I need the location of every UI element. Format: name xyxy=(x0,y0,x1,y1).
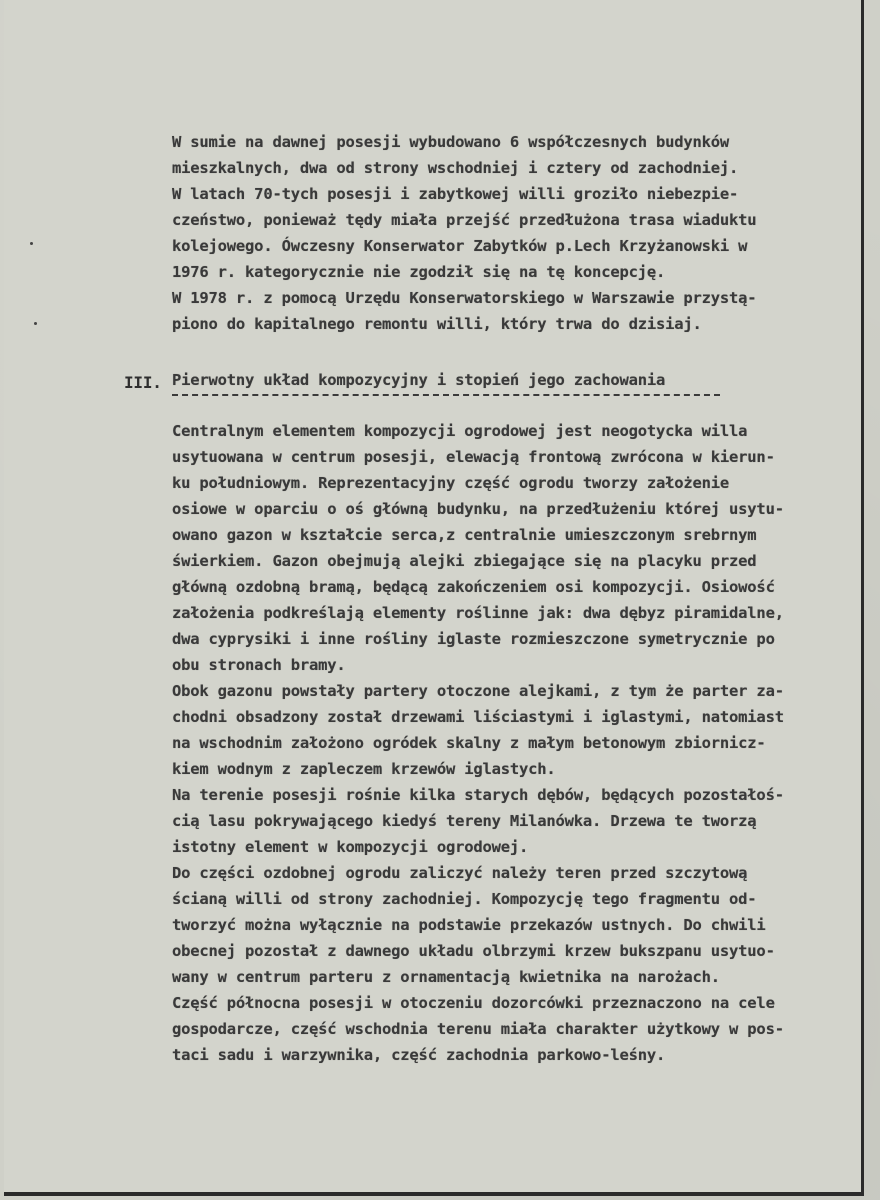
text-line: na wschodnim założono ogródek skalny z małym betonowym zbiornicz- xyxy=(172,734,766,752)
text-line: Część północna posesji w otoczeniu dozorcówki przeznaczono na cele xyxy=(172,994,775,1012)
text-line: dwa cyprysiki i inne rośliny iglaste rozmieszczone symetrycznie po xyxy=(172,630,775,648)
text-line: ku południowym. Reprezentacyjny część ogrodu tworzy założenie xyxy=(172,474,730,492)
text-line: gospodarcze, część wschodnia terenu miała charakter użytkowy w pos- xyxy=(172,1020,784,1038)
text-line: W latach 70-tych posesji i zabytkowej willi groziło niebezpie- xyxy=(172,185,739,203)
text-line: Obok gazonu powstały partery otoczone alejkami, z tym że parter za- xyxy=(172,682,784,700)
text-line: cią lasu pokrywającego kiedyś tereny Milanówka. Drzewa te tworzą xyxy=(172,812,757,830)
text-line: kolejowego. Ówczesny Konserwator Zabytków p.Lech Krzyżanowski w xyxy=(172,237,748,255)
text-line: Centralnym elementem kompozycji ogrodowej jest neogotycka willa xyxy=(172,422,748,440)
text-line: założenia podkreślają elementy roślinne jak: dwa dębyz piramidalne, xyxy=(172,604,784,622)
text-line: obecnej pozostał z dawnego układu olbrzymi krzew bukszpanu usytuo- xyxy=(172,942,775,960)
text-line: owano gazon w kształcie serca,z centralnie umieszczonym srebrnym xyxy=(172,526,757,544)
text-line: W sumie na dawnej posesji wybudowano 6 współczesnych budynków xyxy=(172,133,730,151)
text-line: 1976 r. kategorycznie nie zgodził się na tę koncepcję. xyxy=(172,263,666,281)
section-number: III. xyxy=(124,373,162,392)
text-line: główną ozdobną bramą, będącą zakończeniem osi kompozycji. Osiowość xyxy=(172,578,775,596)
text-line: usytuowana w centrum posesji, elewacją frontową zwrócona w kierun- xyxy=(172,448,775,466)
section-title-underline xyxy=(172,394,720,396)
text-line: W 1978 r. z pomocą Urzędu Konserwatorskiego w Warszawie przystą- xyxy=(172,289,757,307)
text-line: świerkiem. Gazon obejmują alejki zbiegające się na placyku przed xyxy=(172,552,757,570)
margin-mark xyxy=(34,322,37,325)
text-line: tworzyć można wyłącznie na podstawie przekazów ustnych. Do chwili xyxy=(172,916,766,934)
text-line: czeństwo, ponieważ tędy miała przejść przedłużona trasa wiaduktu xyxy=(172,211,757,229)
section-title: Pierwotny układ kompozycyjny i stopień jego zachowania xyxy=(172,371,666,389)
text-line: wany w centrum parteru z ornamentacją kwietnika na narożach. xyxy=(172,968,720,986)
text-line: taci sadu i warzywnika, część zachodnia parkowo-leśny. xyxy=(172,1046,666,1064)
text-line: chodni obsadzony został drzewami liściastymi i iglastymi, natomiast xyxy=(172,708,784,726)
typewritten-sheet xyxy=(4,0,864,1196)
text-line: obu stronach bramy. xyxy=(172,656,346,674)
text-line: mieszkalnych, dwa od strony wschodniej i cztery od zachodniej. xyxy=(172,159,739,177)
text-line: ścianą willi od strony zachodniej. Kompozycję tego fragmentu od- xyxy=(172,890,757,908)
text-line: piono do kapitalnego remontu willi, który trwa do dzisiaj. xyxy=(172,315,702,333)
margin-mark xyxy=(30,242,33,245)
text-line: istotny element w kompozycji ogrodowej. xyxy=(172,838,529,856)
text-line: Do części ozdobnej ogrodu zaliczyć należy teren przed szczytową xyxy=(172,864,748,882)
text-line: kiem wodnym z zapleczem krzewów iglastych. xyxy=(172,760,556,778)
text-line: Na terenie posesji rośnie kilka starych dębów, będących pozostałoś- xyxy=(172,786,784,804)
text-line: osiowe w oparciu o oś główną budynku, na przedłużeniu której usytu- xyxy=(172,500,784,518)
